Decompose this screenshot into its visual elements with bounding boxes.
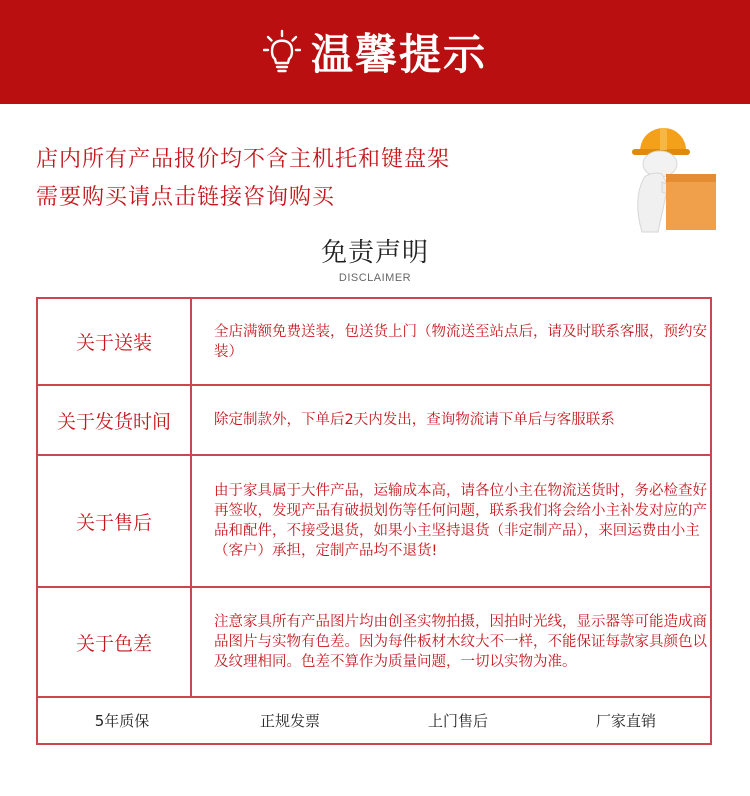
banner-title: 温馨提示 xyxy=(310,30,487,79)
row-label: 关于色差 xyxy=(38,588,192,696)
row-content: 除定制款外，下单后2天内发出，查询物流请下单后与客服联系 xyxy=(214,412,615,428)
disclaimer-title: 免责声明 xyxy=(320,238,429,268)
row-label: 关于送装 xyxy=(38,299,192,384)
worker-holding-box-icon xyxy=(622,126,718,234)
guarantee-footer xyxy=(38,698,710,743)
footer-item-factory-direct: 厂家直销 xyxy=(595,712,656,730)
table-row xyxy=(38,299,710,386)
table-row xyxy=(38,588,710,698)
lightbulb-icon xyxy=(263,29,301,75)
row-content: 注意家具所有产品图片均由创圣实物拍摄，因拍时光线，显示器等可能造成商品图片与实物有色差。因为每件板材木纹大不一样，不能保证每款家具颜色以及纹理相同。色差不算作为质量问题，一切以实物为准。 xyxy=(214,614,707,670)
notice-line-2: 需要购买请点击链接咨询购买 xyxy=(36,185,336,210)
table-row xyxy=(38,386,710,456)
disclaimer-subtitle: DISCLAIMER xyxy=(338,272,412,284)
footer-item-warranty: 5年质保 xyxy=(94,712,150,730)
row-label: 关于售后 xyxy=(38,456,192,586)
row-content: 由于家具属于大件产品，运输成本高，请各位小主在物流送货时，务必检查好再签收，发现产品有破损划伤等任何问题，联系我们将会给小主补发对应的产品和配件，不接受退货，如果小主坚持退货（非定制产品），来回运费由小主（客户）承担，定制产品均不退货! xyxy=(214,483,707,559)
notice-line-1: 店内所有产品报价均不含主机托和键盘架 xyxy=(36,147,451,172)
header-banner xyxy=(0,0,750,104)
disclaimer-table xyxy=(36,297,712,745)
footer-item-aftersales: 上门售后 xyxy=(427,712,488,730)
table-row xyxy=(38,456,710,588)
row-label: 关于发货时间 xyxy=(38,386,192,454)
row-content: 全店满额免费送装，包送货上门（物流送至站点后，请及时联系客服，预约安装） xyxy=(214,323,707,360)
footer-item-invoice: 正规发票 xyxy=(259,712,320,730)
